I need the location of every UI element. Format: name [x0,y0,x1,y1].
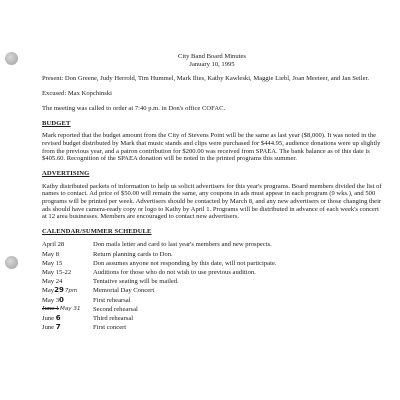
calendar-heading: CALENDAR/SUMMER SCHEDULE [42,227,152,235]
calendar-event: Second rehearsal [93,305,138,313]
calendar-row [42,296,382,305]
handwritten-note: 7pm [64,287,78,294]
calendar-event: Return planning cards to Don. [93,250,173,258]
calendar-row [42,305,382,314]
calendar-row [42,314,382,323]
calendar-date [42,287,93,296]
handwritten-date: 6 [55,313,61,322]
calendar-row [42,259,382,268]
calendar-date [42,324,93,332]
typed-date: May [42,286,55,294]
calendar-table [42,241,382,333]
struck-date: June 1 [42,305,60,313]
document-title-block [42,53,382,68]
calendar-date: May 15 [42,259,63,267]
typed-date: June [42,314,56,322]
calendar-row [42,268,382,277]
handwritten-date: 0 [59,295,64,304]
calendar-event: Don mails letter and card to last year's members and new prospects. [93,241,272,249]
calendar-event: First concert [93,324,127,332]
handwritten-note: May 31 [60,306,81,313]
document-date: January 10, 1995 [189,60,235,68]
document-title: City Band Board Minutes [178,53,246,60]
calendar-date: May 8 [42,250,60,258]
calendar-event: Tentative seating will be mailed. [93,278,179,286]
typed-date: May 3 [42,296,60,304]
calendar-row [42,241,382,250]
handwritten-date: 29 [54,285,64,294]
punch-hole [5,52,18,65]
calendar-event: Memorial Day Concert [93,287,155,295]
minutes-body [42,53,382,332]
calendar-date: May 24 [42,278,63,286]
budget-heading: BUDGET [42,119,71,127]
calendar-row [42,250,382,259]
calendar-row [42,277,382,286]
calendar-date: May 15-22 [42,268,72,276]
excused-line: Excused: Max Kopchinski [42,90,112,98]
punch-hole [5,256,18,269]
calendar-date [42,315,93,323]
advertising-paragraph: Kathy distributed packets of information to help us solicit advertisers for this year's programs. Board members divided the list of names to contact. Ad price of $50.00 will remain the same, any coupons in ads must appear in each program (9 wks.), and 500 programs will be printed per week. Advertisers should be contacted by March 8, and any new advertisers or those changing their ads should have camera-ready copy or logo to Kathy by April 1. Programs will be distributed in advance of each week's concert at 12 area businesses. Members are encouraged to contact new advertisers. [42,182,382,221]
calendar-event: Don assumes anyone not responding by this date, will not participate. [93,259,277,267]
budget-paragraph: Mark reported that the budget amount from the City of Stevens Point will be the same as last year ($8,000). It was noted in the revised budget distributed by Mark that music stands and clips were purchased for $444.95, audience donations were up slightly from the previous year, and a patron contribution for $200.00 was received from SPAEA. The bank balance as of this date is $405.60. Recognition of the SPAEA donation will be noted in the printed programs this summer. [42,132,381,163]
present-line: Present: Don Greene, Judy Herrold, Tim Hummel, Mark Iltes, Kathy Kawleski, Maggie Liebl, Joan Meeteer, and Jan Seiler. [42,75,369,83]
call-to-order-line: The meeting was called to order at 7:40 p.m. in Don's office COFAC. [42,104,226,112]
calendar-date [42,297,93,305]
handwritten-date: 7 [55,323,61,332]
advertising-heading: ADVERTISING [42,170,90,178]
calendar-date [42,305,93,314]
calendar-row [42,287,382,296]
calendar-row [42,323,382,332]
calendar-date: April 28 [42,241,65,249]
typed-date: June [42,324,56,332]
calendar-event: First rehearsal [93,296,131,304]
calendar-event: Auditions for those who do not wish to use previous audition. [93,268,256,276]
calendar-event: Third rehearsal [93,314,134,322]
